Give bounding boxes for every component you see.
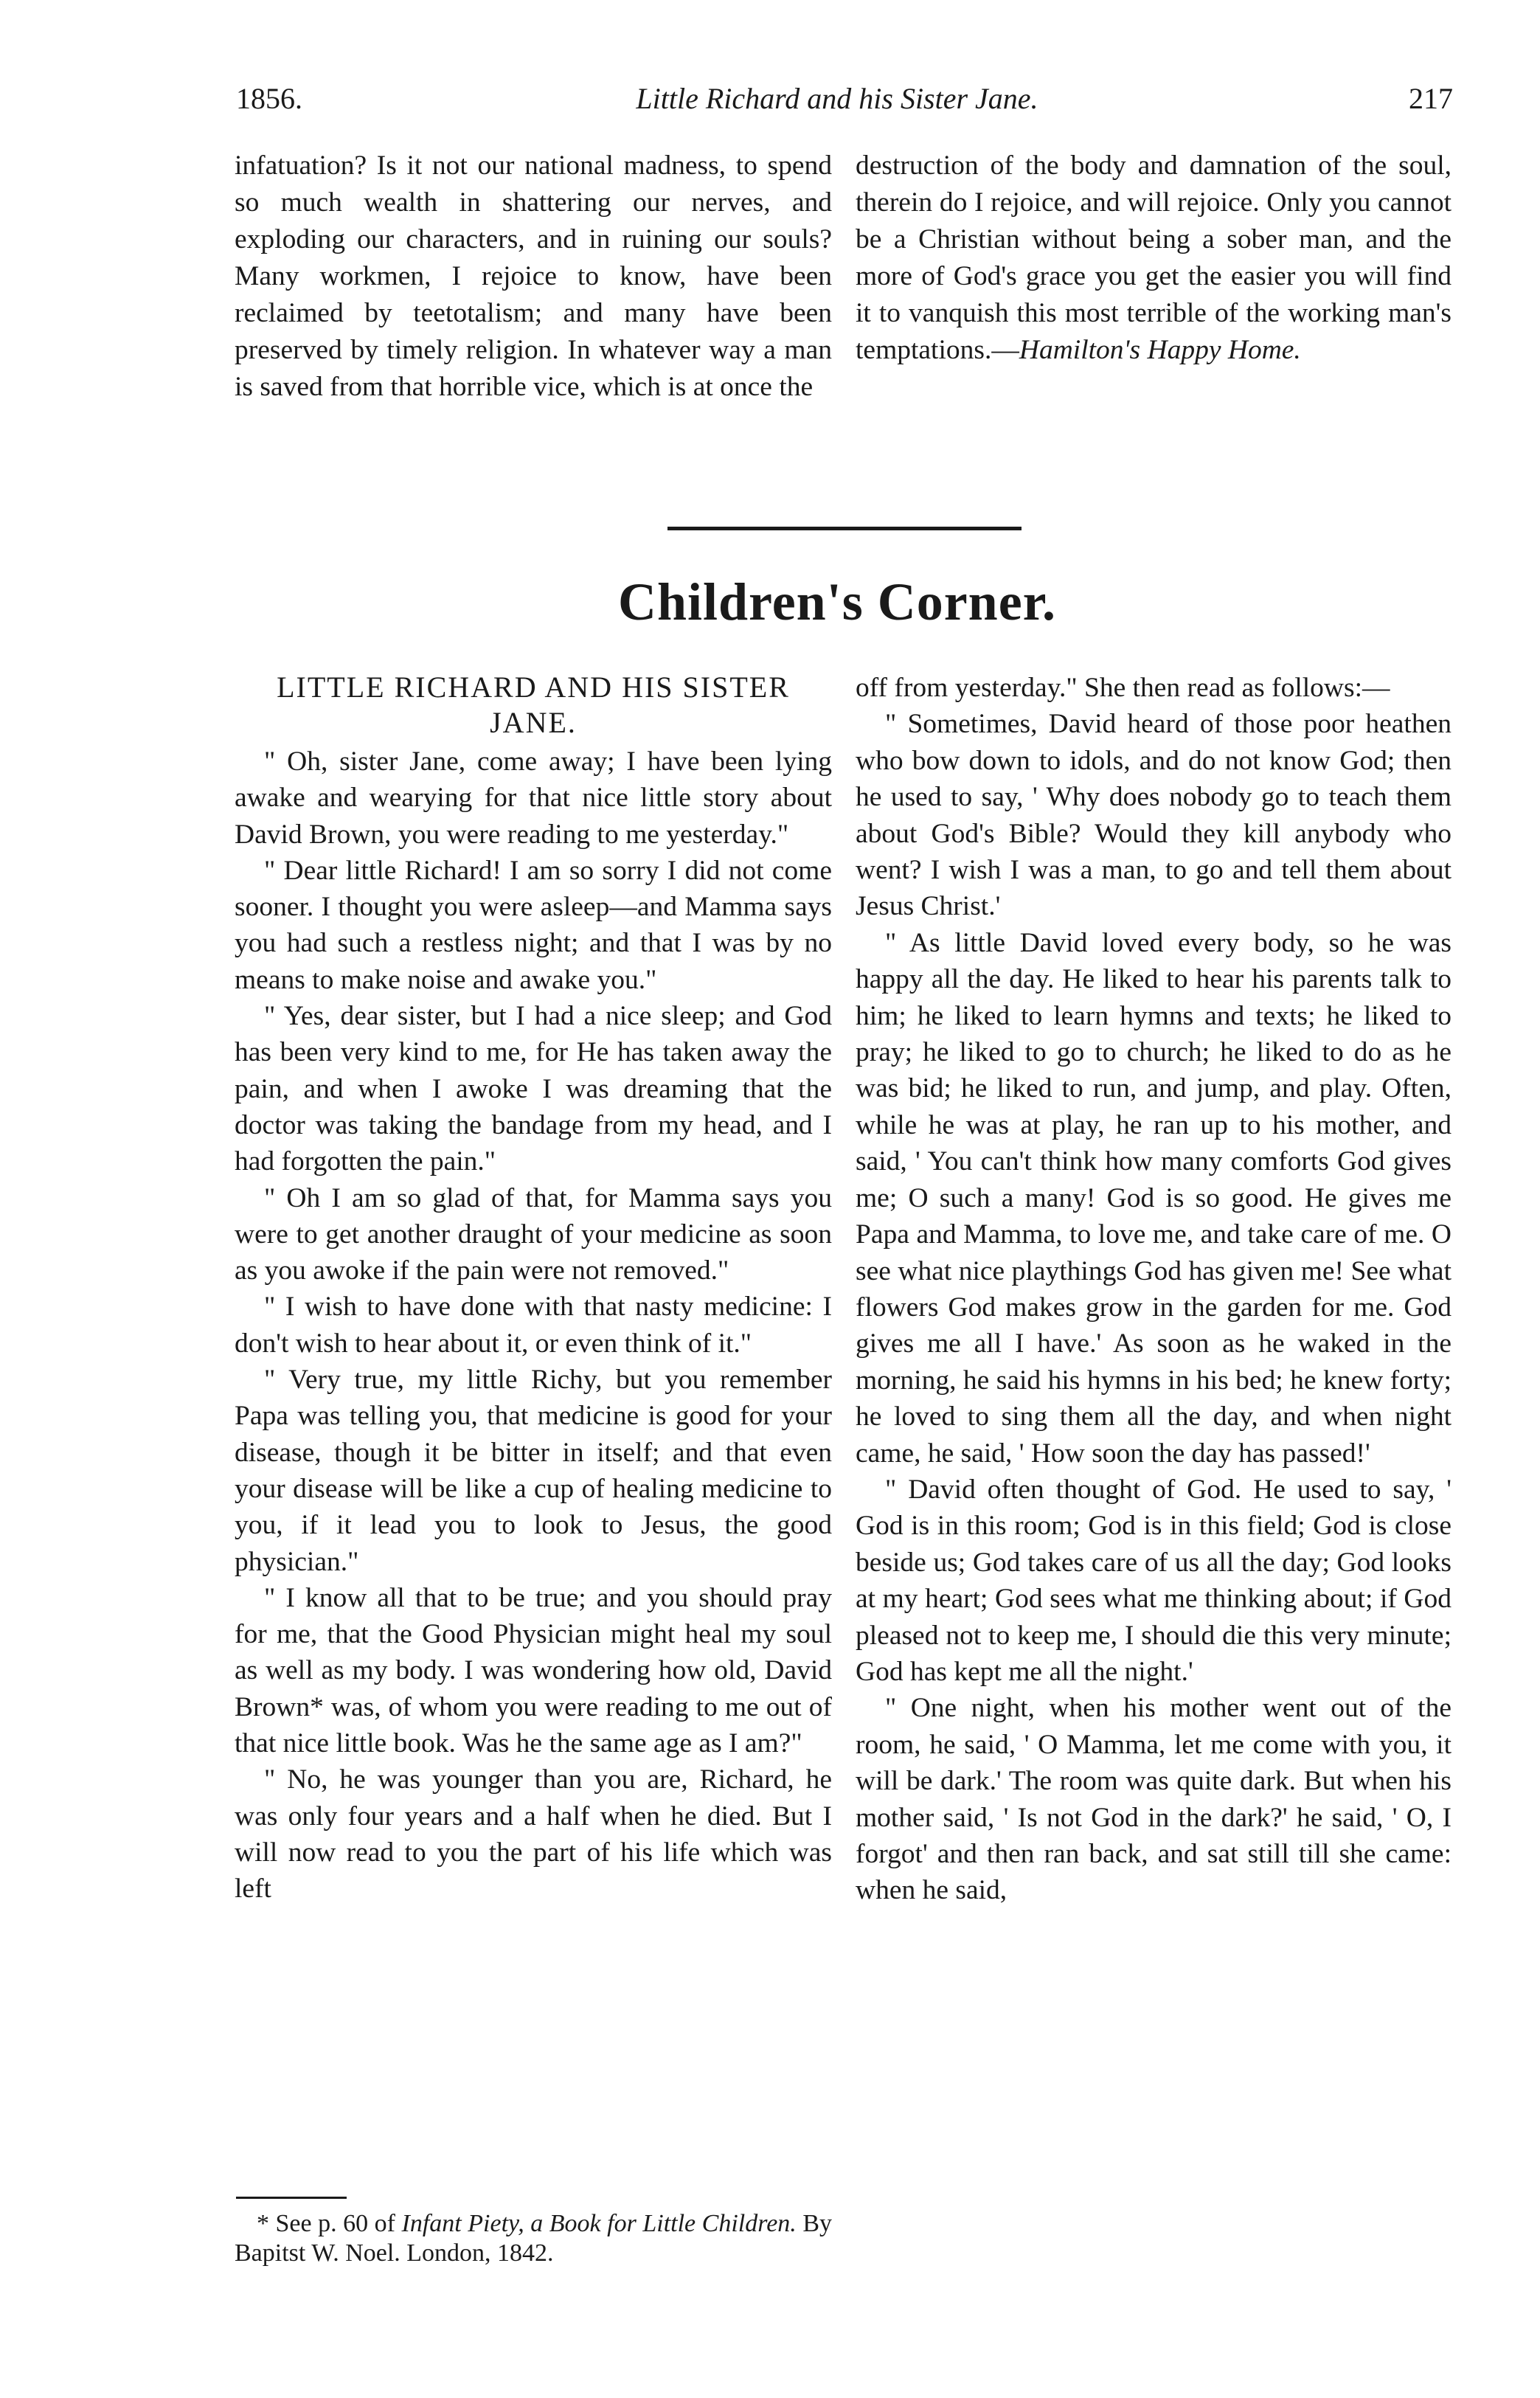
- page-header: [221, 81, 1453, 133]
- footnote-prefix: * See p. 60 of: [257, 2210, 402, 2237]
- top-right-source: Hamilton's Happy Home.: [1019, 335, 1301, 365]
- footnote-suffix: By Bapitst W. Noel. London, 1842.: [235, 2210, 832, 2267]
- section-title: Children's Corner.: [617, 572, 1057, 631]
- paragraph: " Dear little Richard! I am so sorry I did not come sooner. I thought you were asleep—and Mamma says you had such a restless night; and that I was by no means to make noise and awake you.": [235, 855, 832, 995]
- footnote-book-title: Infant Piety, a Book for Little Children.: [401, 2210, 797, 2237]
- article-title: LITTLE RICHARD AND HIS SISTER JANE.: [277, 670, 790, 739]
- paragraph: " Yes, dear sister, but I had a nice sleep; and God has been very kind to me, for He has taken away the pain, and when I awoke I was dreaming that the doctor was taking the bandage from my head, and I had forgotten the pain.": [235, 1001, 832, 1177]
- paragraph: " Sometimes, David heard of those poor heathen who bow down to idols, and do not know God; then he used to say, ' Why does nobody go to teach them about God's Bible? Would they kill anybody who went? I wish I was a man, to go and tell them about Jesus Christ.': [856, 709, 1451, 922]
- paragraph: " No, he was younger than you are, Richard, he was only four years and a half when he died. But I will now read to you the part of his life which was left: [235, 1764, 832, 1905]
- top-left-column: infatuation? Is it not our national madness, to spend so much wealth in shattering our nerves, and exploding our characters, and in ruining our souls? Many workmen, I rejoice to know, have been reclaimed by teetotalism; and many have been preserved by timely religion. In whatever way a man is saved from that horrible vice, which is at once the: [235, 150, 832, 402]
- paragraph: " As little David loved every body, so he was happy all the day. He liked to hear his parents talk to him; he liked to learn hymns and texts; he liked to pray; he liked to go to church; he liked to do as he was bid; he liked to run, and jump, and play. Often, while he was at play, he ran up to his mother, and said, ' You can't think how many comforts God gives me; O such a many! God is so good. He gives me Papa and Mamma, to love me, and take care of me. O see what nice playthings God has given me! See what flowers God makes grow in the garden for me. God gives me all I have.' As soon as he waked in the morning, he said his hymns in his bed; he knew forty; he loved to sing them all the day, and when night came, he said, ' How soon the day has passed!': [856, 927, 1451, 1469]
- header-year: 1856.: [236, 82, 302, 115]
- paragraph: " Very true, my little Richy, but you remember Papa was telling you, that medicine is good for your disease, though it be bitter in itself; and that even your disease will be like a cup of healing medicine to you, if it lead you to look to Jesus, the good physician.": [235, 1365, 832, 1577]
- left-column: [235, 670, 832, 1907]
- top-right-column: [856, 148, 1451, 369]
- paragraph: " I wish to have done with that nasty medicine: I don't wish to hear about it, or even think of it.": [235, 1292, 832, 1359]
- section-divider: [667, 527, 1022, 530]
- running-title: Little Richard and his Sister Jane.: [636, 82, 1038, 115]
- footnote: [235, 2209, 832, 2268]
- paragraph: " One night, when his mother went out of the room, he said, ' O Mamma, let me come with you, it will be dark.' The room was quite dark. But when his mother said, ' Is not God in the dark?' he said, ' O, I forgot' and then ran back, and sat still till she came: when he said,: [856, 1693, 1451, 1906]
- paragraph: " David often thought of God. He used to say, ' God is in this room; God is in this field; God is close beside us; God takes care of us all the day; God looks at my heart; God sees what me thinking about; if God pleased not to keep me, I should die this very minute; God has kept me all the night.': [856, 1474, 1451, 1687]
- paragraph: " I know all that to be true; and you should pray for me, that the Good Physician might heal my soul as well as my body. I was wondering how old, David Brown* was, of whom you were reading to me out of that nice little book. Was he the same age as I am?": [235, 1582, 832, 1759]
- page-number: 217: [1409, 82, 1453, 115]
- right-column: [856, 670, 1451, 1909]
- paragraph: " Oh I am so glad of that, for Mamma says you were to get another draught of your medicine as soon as you awoke if the pain were not removed.": [235, 1182, 832, 1286]
- paragraph-continued: off from yesterday." She then read as follows:—: [856, 673, 1390, 703]
- top-right-text: destruction of the body and damnation of the soul, therein do I rejoice, and will rejoice. Only you cannot be a Christian without being a sober man, and the more of God's grace you get the easier you will find it to vanquish this most terrible of the working man's temptations.—: [856, 150, 1451, 365]
- paragraph: " Oh, sister Jane, come away; I have been lying awake and wearying for that nice little story about David Brown, you were reading to me yesterday.": [235, 746, 832, 850]
- footnote-rule: [236, 2197, 347, 2199]
